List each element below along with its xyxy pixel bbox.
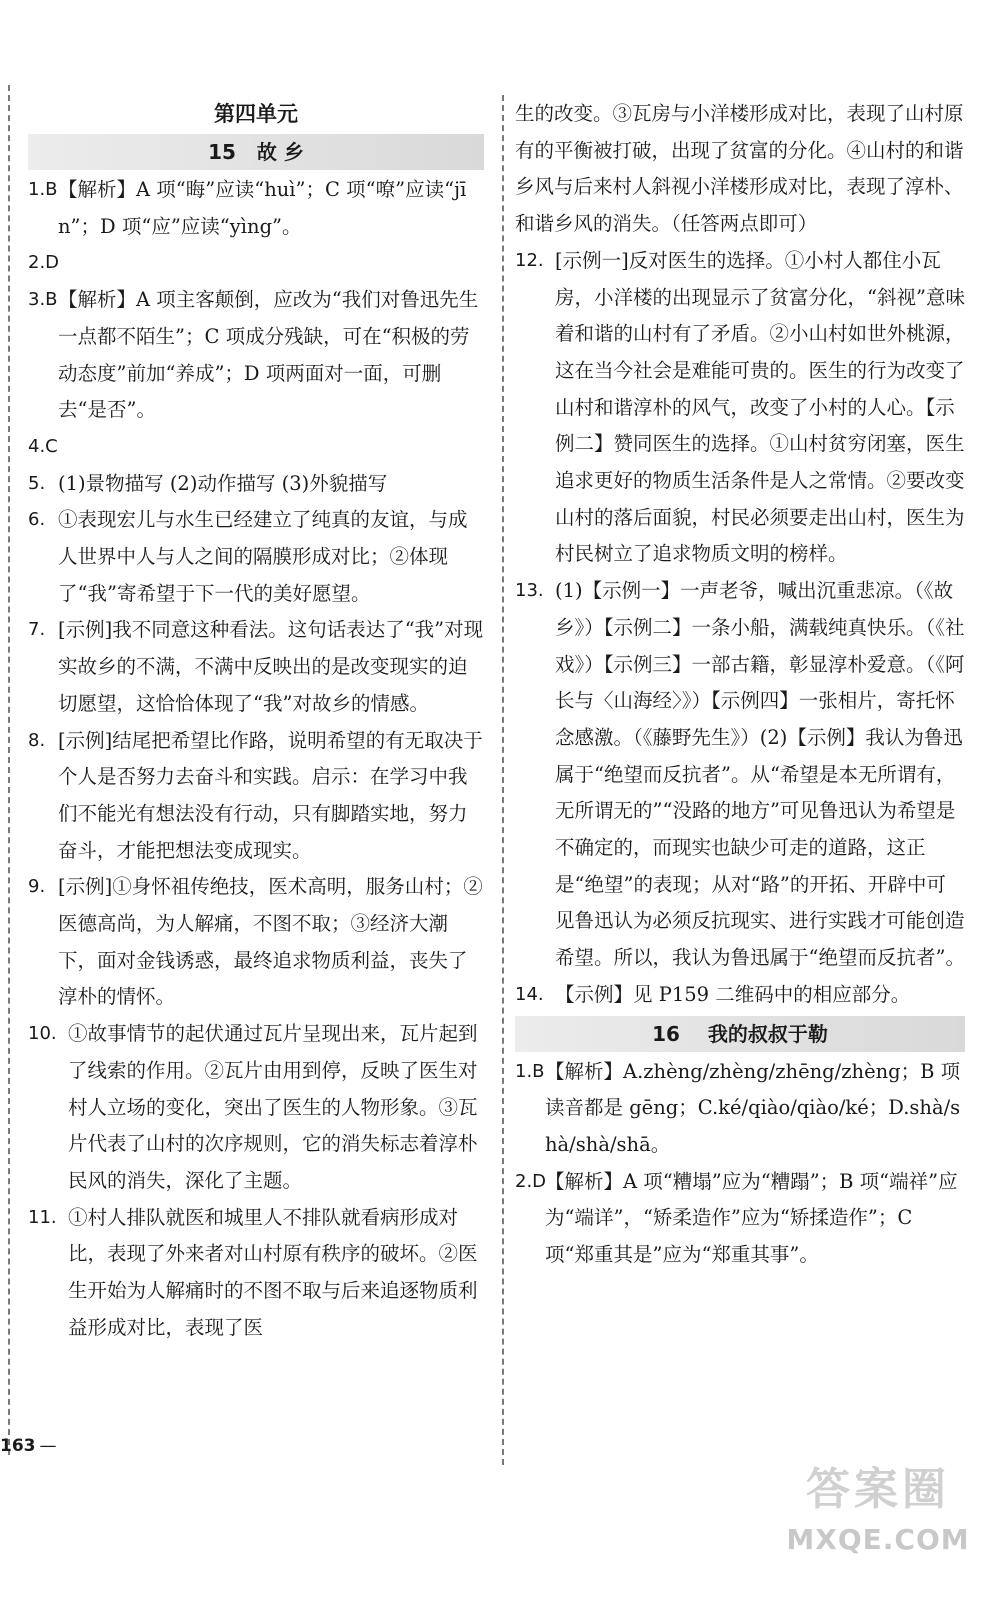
section-number: 15 bbox=[208, 140, 236, 164]
answer-text: [示例]①身怀祖传绝技，医术高明，服务山村；②医德高尚，为人解痛，不图不取；③经济大潮下，面对金钱诱惑，最终追求物质利益，丧失了淳朴的情怀。 bbox=[58, 875, 483, 1009]
answer-text: [示例]我不同意这种看法。这句话表达了“我”对现实故乡的不满，不满中反映出的是改变现实的迫切愿望，这恰恰体现了“我”对故乡的情感。 bbox=[58, 618, 484, 715]
answer-number: 10. bbox=[28, 1023, 57, 1045]
section-header-15 bbox=[28, 134, 484, 170]
answer-text: [示例一]反对医生的选择。①小村人都住小瓦房，小洋楼的出现显示了贫富分化，“斜视”意味着和谐的山村有了矛盾。②小山村如世外桃源，这在当今社会是难能可贵的。医生的行为改变了山村和谐淳朴的风气，改变了小村的人心。【示例二】赞同医生的选择。①山村贫穷闭塞，医生追求更好的物质生活条件是人之常情。②要改变山村的落后面貌，村民必须要走出山村，医生为村民树立了追求物质文明的榜样。 bbox=[555, 248, 965, 566]
answer-number: 7. bbox=[28, 619, 46, 641]
answer-text: ①故事情节的起伏通过瓦片呈现出来，瓦片起到了线索的作用。②瓦片由用到停，反映了医生对村人立场的变化，突出了医生的人物形象。③瓦片代表了山村的次序规则，它的消失标志着淳朴民风的消失，深化了主题。 bbox=[68, 1022, 478, 1192]
section-number: 16 bbox=[652, 1021, 680, 1046]
right-answer-list-16 bbox=[515, 1054, 965, 1274]
answer-text: (1)景物描写 (2)动作描写 (3)外貌描写 bbox=[58, 471, 388, 495]
answer-number: 8. bbox=[28, 729, 46, 751]
answer-item bbox=[28, 612, 484, 722]
left-answer-list bbox=[28, 172, 484, 1347]
page-number-dash: — bbox=[39, 1436, 57, 1456]
answer-item bbox=[28, 869, 484, 1016]
answer-number: 1.B bbox=[28, 179, 58, 200]
section-title: 故 乡 bbox=[256, 140, 304, 164]
page-number-value: 163 bbox=[0, 1436, 36, 1456]
answer-number: 2.D bbox=[515, 1170, 547, 1192]
answer-text: 【解析】A.zhèng/zhèng/zhēng/zhèng；B 项读音都是 gēng；C.ké/qiào/qiào/ké；D.shà/shà/shà/shā。 bbox=[545, 1059, 961, 1156]
answer-text: (1)【示例一】一声老爷，喊出沉重悲凉。（《故乡》）【示例二】一条小船，满载纯真快乐。（《社戏》）【示例三】一部古籍，彰显淳朴爱意。（《阿长与〈山海经〉》）【示例四】一张相片，寄托怀念感激。（《藤野先生》）(2)【示例】我认为鲁迅属于“绝望而反抗者”。从“希望是本无所谓有，无所谓无的”“没路的地方”可见鲁迅认为希望是不确定的，而现实也缺少可走的道路，这正是“绝望”的表现；从对“路”的开拓、开辟中可见鲁迅认为必须反抗现实、进行实践才可能创造希望。所以，我认为鲁迅属于“绝望而反抗者”。 bbox=[555, 579, 965, 970]
left-margin-dashed-rule bbox=[8, 85, 10, 1455]
answer-text bbox=[58, 245, 484, 282]
answer-item bbox=[515, 1164, 965, 1274]
page-number bbox=[0, 1436, 57, 1456]
section-title: 我的叔叔于勒 bbox=[707, 1021, 828, 1046]
answer-text: ①表现宏儿与水生已经建立了纯真的友谊，与成人世界中人与人之间的隔膜形成对比；②体现了“我”寄希望于下一代的美好愿望。 bbox=[58, 508, 468, 605]
answer-text: 【解析】A 项“糟塌”应为“糟蹋”；B 项“端祥”应为“端详”，“矫柔造作”应为“矫揉造作”；C 项“郑重其是”应为“郑重其事”。 bbox=[545, 1169, 958, 1267]
answer-number: 5. bbox=[28, 472, 46, 494]
answer-number: 11. bbox=[28, 1206, 57, 1228]
answer-item bbox=[28, 466, 484, 503]
answer-text: 【示例】见 P159 二维码中的相应部分。 bbox=[555, 982, 911, 1006]
answer-item bbox=[515, 977, 965, 1014]
answer-item bbox=[515, 96, 965, 243]
answer-number: 13. bbox=[515, 580, 544, 602]
answer-item bbox=[28, 245, 484, 282]
answer-number: 6. bbox=[28, 509, 46, 531]
right-column bbox=[515, 96, 965, 1274]
answer-number: 9. bbox=[28, 876, 46, 898]
answer-text: ①村人排队就医和城里人不排队就看病形成对比，表现了外来者对山村原有秩序的破坏。②医生开始为人解痛时的不图不取与后来追逐物质利益形成对比，表现了医 bbox=[68, 1205, 478, 1339]
section-header-16 bbox=[515, 1016, 965, 1052]
answer-number: 3.B bbox=[28, 289, 58, 311]
answer-item bbox=[28, 282, 484, 429]
answer-text: [示例]结尾把希望比作路，说明希望的有无取决于个人是否努力去奋斗和实践。启示：在学习中我们不能光有想法没有行动，只有脚踏实地，努力奋斗，才能把想法变成现实。 bbox=[58, 728, 483, 862]
answer-item bbox=[515, 1054, 965, 1164]
answer-text bbox=[58, 429, 484, 466]
watermark-logo bbox=[778, 1460, 978, 1580]
column-divider-dashed-rule bbox=[502, 95, 504, 1465]
answer-item bbox=[28, 1016, 484, 1200]
left-column bbox=[28, 96, 484, 1347]
watermark-text-bottom: MXQE.COM bbox=[786, 1523, 970, 1556]
answer-item bbox=[28, 1200, 484, 1347]
answer-item bbox=[28, 172, 484, 245]
answer-item bbox=[28, 723, 484, 870]
answer-text: 生的改变。③瓦房与小洋楼形成对比，表现了山村原有的平衡被打破，出现了贫富的分化。④山村的和谐乡风与后来村人斜视小洋楼形成对比，表现了淳朴、和谐乡风的消失。（任答两点即可） bbox=[515, 102, 964, 236]
answer-item bbox=[28, 429, 484, 466]
answer-text: 【解析】A 项主客颠倒，应改为“我们对鲁迅先生一点都不陌生”；C 项成分残缺，可在“积极的劳动态度”前加“养成”；D 项两面对一面，可删去“是否”。 bbox=[58, 288, 479, 422]
right-answer-list bbox=[515, 96, 965, 1014]
answer-number: 12. bbox=[515, 249, 544, 271]
answer-number: 4.C bbox=[28, 435, 58, 457]
answer-number: 1.B bbox=[515, 1060, 545, 1082]
answer-item bbox=[515, 243, 965, 573]
answer-text: 【解析】A 项“晦”应读“huì”；C 项“嘹”应读“jīn”；D 项“应”应读“yìng”。 bbox=[58, 178, 467, 238]
answer-item bbox=[515, 573, 965, 977]
unit-title: 第四单元 bbox=[214, 102, 298, 126]
watermark-text-top: 答案圈 bbox=[806, 1464, 950, 1515]
answer-number: 2.D bbox=[28, 252, 60, 274]
answer-item bbox=[28, 502, 484, 612]
answer-number: 14. bbox=[515, 983, 544, 1005]
